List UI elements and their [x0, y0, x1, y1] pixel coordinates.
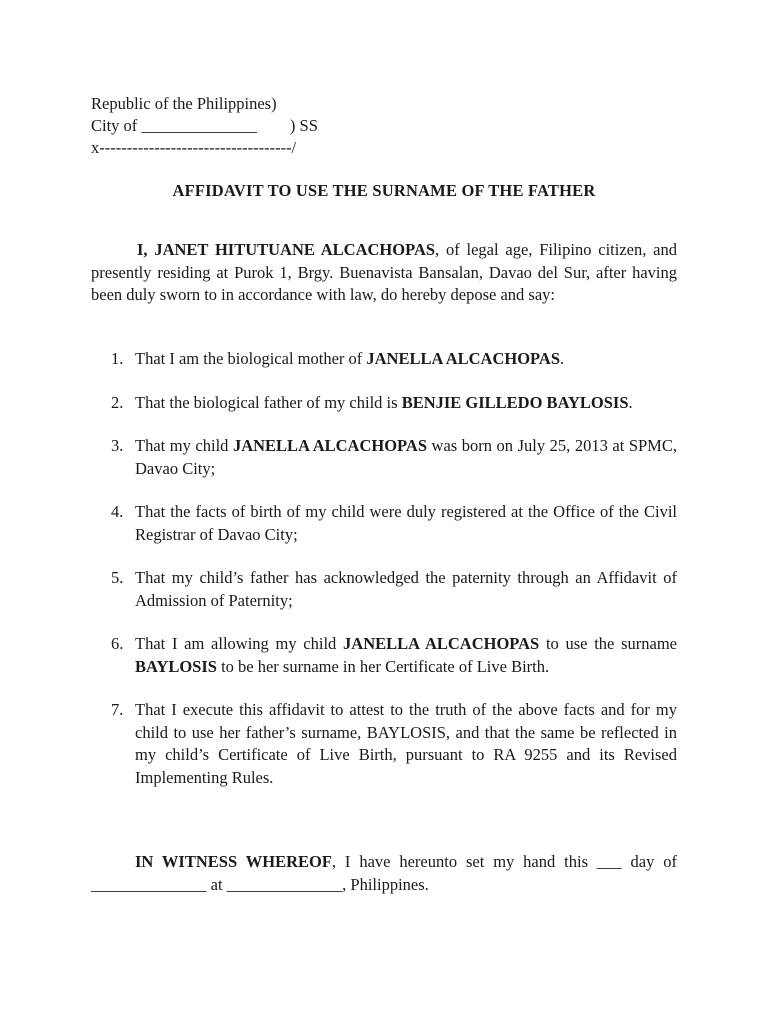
- document-title: AFFIDAVIT TO USE THE SURNAME OF THE FATHER: [172, 181, 596, 200]
- list-item: [91, 348, 677, 371]
- list-item: [91, 501, 677, 546]
- item-bold-text: JANELLA ALCACHOPAS: [343, 634, 540, 653]
- witness-text: , I have hereunto set my hand this ___ day of ______________ at ______________, Philippines.: [91, 852, 677, 894]
- item-text: That my child: [135, 436, 233, 455]
- item-text: That the biological father of my child is: [135, 392, 402, 412]
- list-item: [91, 567, 677, 612]
- item-text: to be her surname in her Certificate of Live Birth.: [216, 656, 550, 676]
- list-item: [91, 392, 677, 415]
- item-number: 1.: [111, 349, 124, 368]
- item-text: That my child’s father has acknowledged the paternity through an Affidavit of Admission of Paternity;: [135, 568, 677, 610]
- item-number: 3.: [111, 436, 124, 455]
- statements-list: [91, 348, 677, 810]
- item-text: That I am allowing my child: [135, 634, 344, 653]
- item-bold-text: BAYLOSIS: [135, 656, 217, 676]
- item-text: That the facts of birth of my child were duly registered at the Office of the Civil Registrar of Davao City;: [135, 502, 677, 544]
- item-number: 6.: [111, 634, 124, 653]
- header-republic: Republic of the Philippines): [91, 94, 277, 113]
- item-bold-text: JANELLA ALCACHOPAS: [232, 436, 427, 455]
- item-number: 4.: [111, 502, 124, 521]
- item-text: .: [560, 349, 565, 368]
- list-item: [91, 699, 677, 789]
- item-text: .: [628, 392, 633, 412]
- item-bold-text: BENJIE GILLEDO BAYLOSIS: [401, 392, 629, 412]
- item-number: 5.: [111, 568, 124, 587]
- venue-header: [91, 93, 318, 159]
- intro-text: , of legal age, Filipino citizen, and presently residing at Purok 1, Brgy. Buenavista Bansalan, Davao del Sur, after having been duly sworn to in accordance with law, do hereby depose and say:: [91, 240, 677, 304]
- witness-paragraph: [91, 851, 677, 896]
- intro-paragraph: [91, 239, 677, 307]
- affiant-name: I, JANET HITUTUANE ALCACHOPAS: [137, 240, 436, 259]
- item-bold-text: JANELLA ALCACHOPAS: [366, 349, 560, 368]
- item-text: to use the surname: [539, 634, 677, 653]
- witness-heading: IN WITNESS WHEREOF: [135, 852, 332, 871]
- list-item: [91, 435, 677, 480]
- list-item: [91, 633, 677, 678]
- item-number: 2.: [111, 392, 124, 412]
- header-separator: x-----------------------------------/: [91, 138, 297, 157]
- item-text: That I execute this affidavit to attest to the truth of the above facts and for my child to use her father’s surname, BAYLOSIS, and that the same be reflected in my child’s Certificate of Live Birth, pursuant to RA 9255 and its Revised Implementing Rules.: [135, 700, 677, 787]
- item-number: 7.: [111, 700, 124, 719]
- header-city: City of ______________ ) SS: [91, 116, 318, 135]
- item-text: was born on July 25, 2013 at SPMC, Davao City;: [135, 436, 677, 478]
- item-text: That I am the biological mother of: [135, 349, 367, 368]
